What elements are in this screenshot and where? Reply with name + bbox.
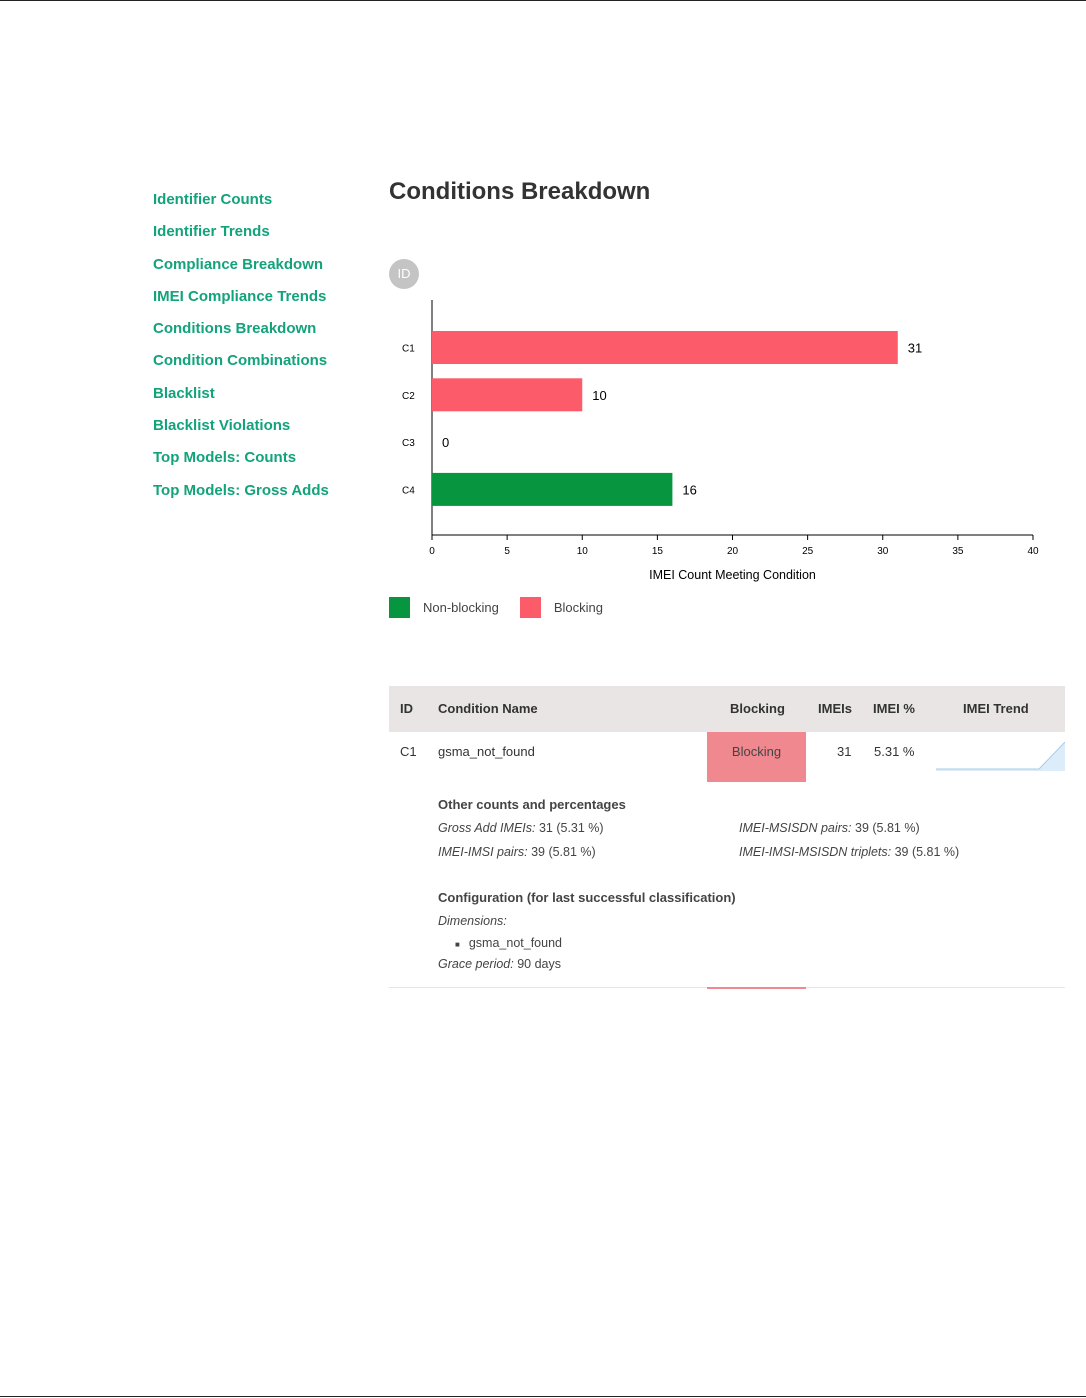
col-header-imeis[interactable]: IMEIs — [818, 701, 852, 716]
col-header-condition-name[interactable]: Condition Name — [438, 701, 538, 716]
imei-msisdn-label: IMEI-MSISDN pairs: — [739, 821, 852, 835]
col-header-imei-trend[interactable]: IMEI Trend — [963, 701, 1029, 716]
blocking-column-edge — [707, 987, 806, 989]
bar — [432, 331, 898, 364]
imei-imsi-pairs — [438, 845, 596, 859]
x-tick-label: 0 — [429, 546, 435, 557]
nav-condition-combinations[interactable]: Condition Combinations — [153, 352, 328, 370]
x-tick-label: 10 — [576, 546, 588, 557]
y-tick-label: C1 — [402, 343, 415, 355]
col-header-id[interactable]: ID — [400, 701, 413, 716]
nav-blacklist-violations[interactable]: Blacklist Violations — [153, 417, 291, 435]
gross-add-imeis — [438, 821, 604, 835]
dimension-item — [455, 936, 562, 950]
grace-value: 90 days — [513, 957, 561, 971]
imei-msisdn-pairs — [739, 821, 920, 835]
conditions-bar-chart — [389, 295, 1049, 590]
triplets-label: IMEI-IMSI-MSISDN triplets: — [739, 845, 892, 859]
bar-value-label: 31 — [907, 340, 923, 356]
col-header-imei-pct[interactable]: IMEI % — [873, 701, 915, 716]
id-toggle-badge[interactable]: ID — [389, 259, 419, 289]
legend-label-nonblocking: Non-blocking — [423, 600, 499, 615]
x-tick-label: 40 — [1027, 546, 1039, 557]
grace-period — [438, 957, 561, 971]
nav-top-models-gross-adds[interactable]: Top Models: Gross Adds — [153, 481, 329, 499]
imei-imsi-value: 39 (5.81 %) — [527, 845, 596, 859]
bar-value-label: 0 — [442, 435, 450, 451]
bar-value-label: 10 — [592, 387, 607, 403]
sidebar-nav — [153, 190, 353, 513]
sparkline-area — [936, 742, 1065, 771]
configuration-heading: Configuration (for last successful classification) — [438, 890, 736, 905]
triplets-value: 39 (5.81 %) — [891, 845, 960, 859]
imei-imsi-msisdn-triplets — [739, 845, 959, 859]
dimension-item-label: gsma_not_found — [468, 936, 562, 950]
legend-swatch-nonblocking — [389, 597, 410, 618]
gross-add-label: Gross Add IMEIs: — [438, 821, 536, 835]
page-title: Conditions Breakdown — [389, 178, 651, 205]
x-tick-label: 25 — [802, 546, 814, 557]
table-row[interactable] — [389, 732, 1065, 782]
nav-imei-compliance-trends[interactable]: IMEI Compliance Trends — [153, 287, 327, 305]
imei-trend-sparkline — [936, 742, 1065, 771]
chart-legend — [389, 597, 624, 618]
gross-add-value: 31 (5.31 %) — [535, 821, 604, 835]
nav-top-models-counts[interactable]: Top Models: Counts — [153, 449, 297, 467]
other-counts-heading: Other counts and percentages — [438, 797, 626, 812]
bottom-rule — [0, 1396, 1086, 1397]
nav-identifier-trends[interactable]: Identifier Trends — [153, 223, 270, 241]
x-tick-label: 15 — [651, 546, 663, 557]
cell-imeis: 31 — [837, 744, 852, 759]
bar-value-label: 16 — [682, 482, 697, 498]
grace-label: Grace period: — [438, 957, 514, 971]
conditions-table — [389, 686, 1065, 782]
cell-imei-pct: 5.31 % — [874, 744, 915, 759]
legend-item-nonblocking[interactable] — [389, 597, 499, 618]
legend-item-blocking[interactable] — [520, 597, 603, 618]
x-tick-label: 5 — [504, 546, 510, 557]
bar — [432, 378, 582, 411]
imei-msisdn-value: 39 (5.81 %) — [851, 821, 920, 835]
col-header-blocking[interactable]: Blocking — [730, 701, 785, 716]
x-tick-label: 20 — [726, 546, 739, 557]
dimensions-label: Dimensions: — [438, 914, 507, 928]
nav-identifier-counts[interactable]: Identifier Counts — [153, 191, 273, 208]
nav-blacklist[interactable]: Blacklist — [153, 384, 215, 402]
y-tick-label: C2 — [402, 390, 415, 402]
x-tick-label: 35 — [952, 546, 964, 557]
y-tick-label: C4 — [402, 485, 415, 497]
cell-blocking-status: Blocking — [707, 732, 806, 782]
y-tick-label: C3 — [402, 438, 415, 450]
x-axis-title: IMEI Count Meeting Condition — [649, 568, 816, 582]
x-tick-label: 30 — [877, 546, 889, 557]
cell-id: C1 — [400, 744, 417, 759]
nav-compliance-breakdown[interactable]: Compliance Breakdown — [153, 255, 324, 273]
bullet-icon: ■ — [455, 940, 460, 949]
cell-condition-name: gsma_not_found — [438, 744, 535, 759]
table-header — [389, 686, 1065, 732]
imei-imsi-label: IMEI-IMSI pairs: — [438, 845, 528, 859]
legend-label-blocking: Blocking — [553, 600, 604, 615]
nav-conditions-breakdown[interactable]: Conditions Breakdown — [153, 320, 317, 338]
top-rule — [0, 0, 1086, 1]
bar — [432, 473, 672, 506]
legend-swatch-blocking — [520, 597, 541, 618]
